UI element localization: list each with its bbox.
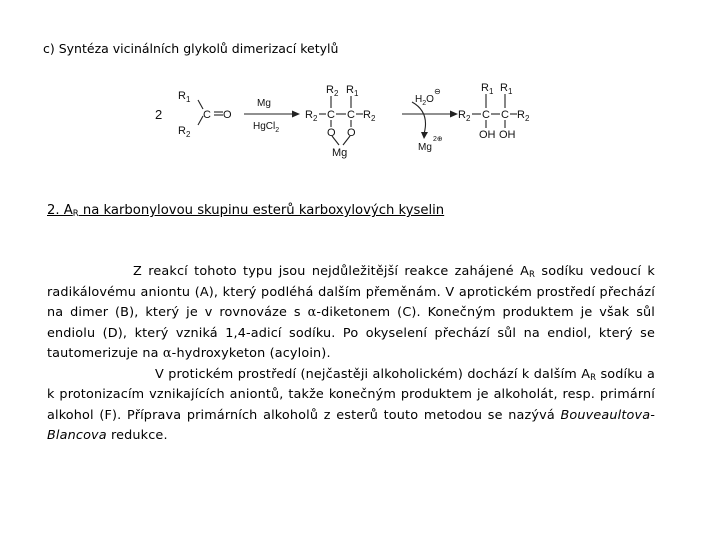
reagent-hgcl2: HgCl$_2$ (253, 121, 280, 134)
product-oh-2: OH (499, 129, 516, 141)
intermediate-r2-left: $R_2$ (305, 109, 318, 123)
reactant-r1: $R_1$ (178, 90, 191, 104)
intermediate-r1-top: $R_1$ (346, 84, 359, 98)
reactant-carbon: C (203, 109, 211, 121)
product-carbon-1: C (482, 109, 490, 121)
product-r1-right: $R_1$ (500, 82, 513, 96)
curved-arrow-head (421, 132, 428, 139)
reaction-scheme (150, 72, 550, 172)
paragraph-protic: V protickém prostředí (nejčastěji alkoholickém) dochází k dalším $A_R$ sodíku a k protonizacím vznikajících aniontů, takže konečným produktem je alkoholát, resp. primární alkohol (F). Příprava primárních alkoholů z esterů touto metodou se nazývá Bouveaultova-Blancova redukce. (47, 366, 655, 443)
reactant-r2: $R_2$ (178, 125, 191, 139)
hydrolysis-reagent: $H_2O$ (415, 94, 434, 107)
section-heading: 2. $A_R$ na karbonylovou skupinu esterů karboxylových kyselin (47, 203, 445, 219)
byproduct-mg: Mg (418, 142, 432, 153)
minus-charge: ⊖ (434, 87, 441, 96)
heading: c) Syntéza vicinálních glykolů dimerizací ketylů (43, 41, 339, 56)
paragraph-aprotic: Z reakcí tohoto typu jsou nejdůležitější reakce zahájené $A_R$ sodíku vedoucí k radikálovému aniontu (A), který podléhá dalším přeměnám. V aprotickém prostředí přechází na dimer (B), který je v rovnováze s α-diketonem (C). Konečným produktem je však sůl endiolu (D), který vzniká 1,4-adicí sodíku. Po okyselení přechází sůl na endiol, který se tautomerizuje na α-hydroxyketon (acyloin). (47, 264, 655, 361)
product-carbon-2: C (501, 109, 509, 121)
byproduct-charge: 2⊕ (433, 136, 443, 143)
intermediate-carbon-2: C (347, 109, 355, 121)
intermediate-mg: Mg (332, 147, 348, 159)
product-r1-left: $R_1$ (481, 82, 494, 96)
intermediate-carbon-1: C (327, 109, 335, 121)
product-oh-1: OH (479, 129, 496, 141)
reactant-oxygen: O (223, 109, 232, 121)
reaction-arrow-head (292, 111, 300, 118)
intermediate-oxygen-1: O (327, 127, 336, 139)
reagent-mg: Mg (257, 98, 271, 109)
reaction-arrow-head (450, 111, 458, 118)
product-r2-left: $R_2$ (458, 109, 471, 123)
coefficient: 2 (155, 107, 163, 122)
intermediate-r2-top: $R_2$ (326, 84, 339, 98)
body-text (47, 262, 655, 447)
product-r2-right: $R_2$ (517, 109, 530, 123)
intermediate-oxygen-2: O (347, 127, 356, 139)
intermediate-r2-right: $R_2$ (363, 109, 376, 123)
